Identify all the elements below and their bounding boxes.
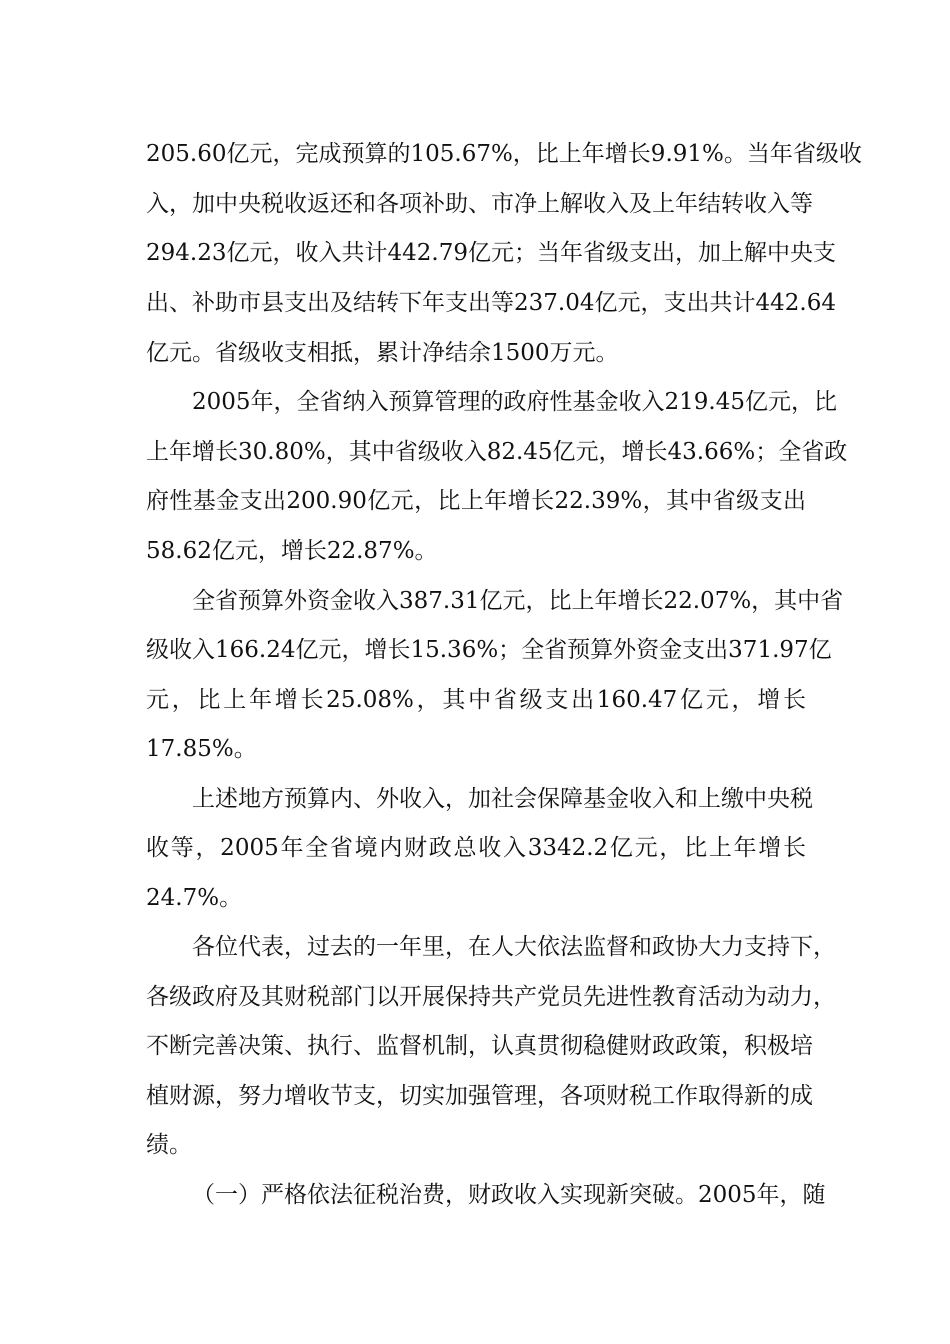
text-line: 级收入166.24亿元，增长15.36%；全省预算外资金支出371.97亿 xyxy=(146,637,832,663)
text-line: 58.62亿元，增长22.87%。 xyxy=(146,538,438,564)
text-line: 亿元。省级收支相抵，累计净结余1500万元。 xyxy=(146,340,619,366)
text-line: 上年增长30.80%，其中省级收入82.45亿元，增长43.66%；全省政 xyxy=(146,439,848,465)
text-line: 府性基金支出200.90亿元，比上年增长22.39%，其中省级支出 xyxy=(146,488,806,514)
paragraph-first-line: （一）严格依法征税治费，财政收入实现新突破。2005年，随 xyxy=(192,1182,826,1208)
text-line: 出、补助市县支出及结转下年支出等237.04亿元，支出共计442.64 xyxy=(146,290,836,316)
paragraph-first-line: 上述地方预算内、外收入，加社会保障基金收入和上缴中央税 xyxy=(192,786,813,812)
text-line: 收等，2005年全省境内财政总收入3342.2亿元，比上年增长 xyxy=(146,835,806,861)
text-line: 17.85%。 xyxy=(146,736,257,762)
text-line: 入，加中央税收返还和各项补助、市净上解收入及上年结转收入等 xyxy=(146,191,813,217)
text-line: 294.23亿元，收入共计442.79亿元；当年省级支出，加上解中央支 xyxy=(146,240,836,266)
text-line: 植财源，努力增收节支，切实加强管理，各项财税工作取得新的成 xyxy=(146,1083,813,1109)
paragraph-first-line: 2005年，全省纳入预算管理的政府性基金收入219.45亿元，比 xyxy=(192,389,838,415)
paragraph-first-line: 各位代表，过去的一年里，在人大依法监督和政协大力支持下， xyxy=(192,934,836,960)
text-line: 205.60亿元，完成预算的105.67%，比上年增长9.91%。当年省级收 xyxy=(146,141,862,167)
text-line: 绩。 xyxy=(146,1132,192,1158)
text-line: 各级政府及其财税部门以开展保持共产党员先进性教育活动为动力， xyxy=(146,984,836,1010)
text-line: 24.7%。 xyxy=(146,885,243,911)
paragraph-first-line: 全省预算外资金收入387.31亿元，比上年增长22.07%，其中省 xyxy=(192,588,844,614)
text-line: 元，比上年增长25.08%，其中省级支出160.47亿元，增长 xyxy=(146,687,806,713)
text-line: 不断完善决策、执行、监督机制，认真贯彻稳健财政政策，积极培 xyxy=(146,1033,813,1059)
